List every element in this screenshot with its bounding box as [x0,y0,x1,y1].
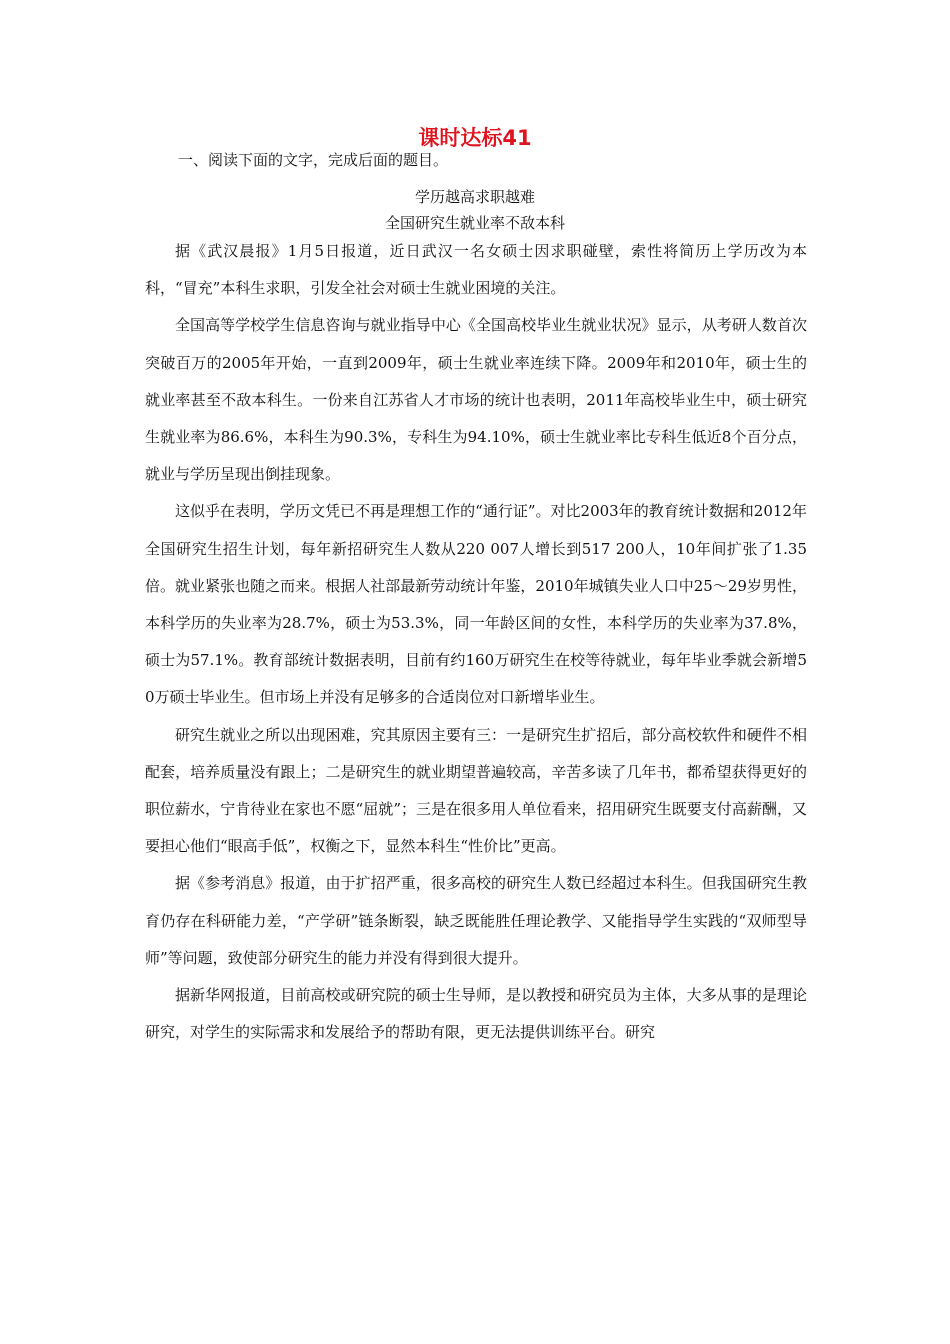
article-paragraph-2: 全国高等学校学生信息咨询与就业指导中心《全国高校毕业生就业状况》显示，从考研人数首次突破百万的2005年开始，一直到2009年，硕士生就业率连续下降。2009年和2010年，硕士生的就业率甚至不敌本科生。一份来自江苏省人才市场的统计也表明，2011年高校毕业生中，硕士研究生就业率为86.6%，本科生为90.3%，专科生为94.10%，硕士生就业率比专科生低近8个百分点，就业与学历呈现出倒挂现象。 [145,316,807,484]
article-paragraph-3: 这似乎在表明，学历文凭已不再是理想工作的“通行证”。对比2003年的教育统计数据和2012年全国研究生招生计划，每年新招研究生人数从220 007人增长到517 200人，10年间扩张了1.35倍。就业紧张也随之而来。根据人社部最新劳动统计年鉴，2010年城镇失业人口中25～29岁男性，本科学历的失业率为28.7%，硕士为53.3%，同一年龄区间的女性，本科学历的失业率为37.8%，硕士为57.1%。教育部统计数据表明，目前有约160万研究生在校等待就业，每年毕业季就会新增50万硕士毕业生。但市场上并没有足够多的合适岗位对口新增毕业生。 [145,502,807,707]
article-subheadline: 全国研究生就业率不敌本科 [384,214,565,232]
article-paragraph-6: 据新华网报道，目前高校或研究院的硕士生导师，是以教授和研究员为主体，大多从事的是理论研究，对学生的实际需求和发展给予的帮助有限，更无法提供训练平台。研究 [145,986,807,1042]
article-headline: 学历越高求职越难 [414,188,535,206]
article-paragraph-1: 据《武汉晨报》1月5日报道，近日武汉一名女硕士因求职碰壁，索性将简历上学历改为本科，“冒充”本科生求职，引发全社会对硕士生就业困境的关注。 [145,242,807,298]
article-paragraph-5: 据《参考消息》报道，由于扩招严重，很多高校的研究生人数已经超过本科生。但我国研究生教育仍存在科研能力差，“产学研”链条断裂，缺乏既能胜任理论教学、又能指导学生实践的“双师型导师”等问题，致使部分研究生的能力并没有得到很大提升。 [145,874,807,967]
article-paragraph-4: 研究生就业之所以出现困难，究其原因主要有三：一是研究生扩招后，部分高校软件和硬件不相配套，培养质量没有跟上；二是研究生的就业期望普遍较高，辛苦多读了几年书，都希望获得更好的职位薪水，宁肯待业在家也不愿“屈就”；三是在很多用人单位看来，招用研究生既要支付高薪酬，又要担心他们“眼高手低”，权衡之下，显然本科生“性价比”更高。 [145,725,807,856]
page-title: 课时达标41 [418,126,532,150]
question-instruction: 一、阅读下面的文字，完成后面的题目。 [178,151,449,169]
article-body [145,233,807,1051]
